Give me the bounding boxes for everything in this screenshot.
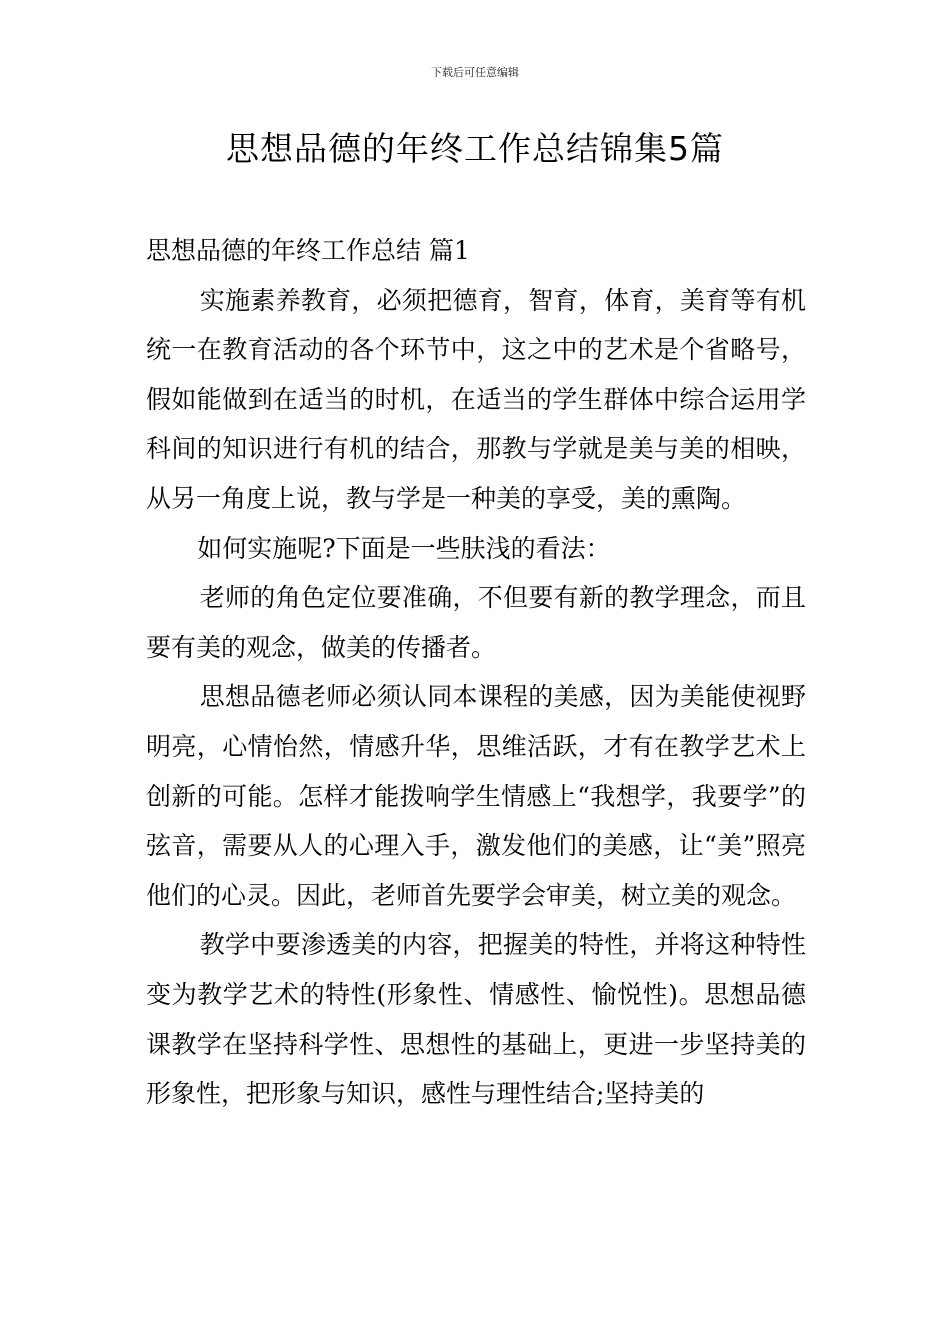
paragraph-5: 教学中要渗透美的内容，把握美的特性，并将这种特性变为教学艺术的特性(形象性、情感性、愉悦性)。思想品德课教学在坚持科学性、思想性的基础上，更进一步坚持美的形象性，把形象与知识，感性与理性结合;坚持美的 [146, 930, 806, 1109]
paragraph-1: 实施素养教育，必须把德育，智育，体育，美育等有机统一在教育活动的各个环节中，这之中的艺术是个省略号，假如能做到在适当的时机，在适当的学生群体中综合运用学科间的知识进行有机的结合，那教与学就是美与美的相映，从另一角度上说，教与学是一种美的享受，美的熏陶。 [146, 285, 806, 513]
paragraph-4: 思想品德老师必须认同本课程的美感，因为美能使视野明亮，心情怡然，情感升华，思维活跃，才有在教学艺术上创新的可能。怎样才能拨响学生情感上“我想学，我要学”的弦音，需要从人的心理入手，激发他们的美感，让“美”照亮他们的心灵。因此，老师首先要学会审美，树立美的观念。 [146, 682, 806, 910]
paragraph-2: 如何实施呢?下面是一些肤浅的看法： [197, 533, 611, 563]
document-body [146, 226, 806, 1119]
header-note: 下载后可任意编辑 [431, 66, 519, 79]
paragraph-3: 老师的角色定位要准确，不但要有新的教学理念，而且要有美的观念，做美的传播者。 [146, 583, 806, 662]
document-title: 思想品德的年终工作总结锦集5篇 [226, 129, 724, 168]
section-heading: 思想品德的年终工作总结 篇1 [146, 236, 470, 265]
